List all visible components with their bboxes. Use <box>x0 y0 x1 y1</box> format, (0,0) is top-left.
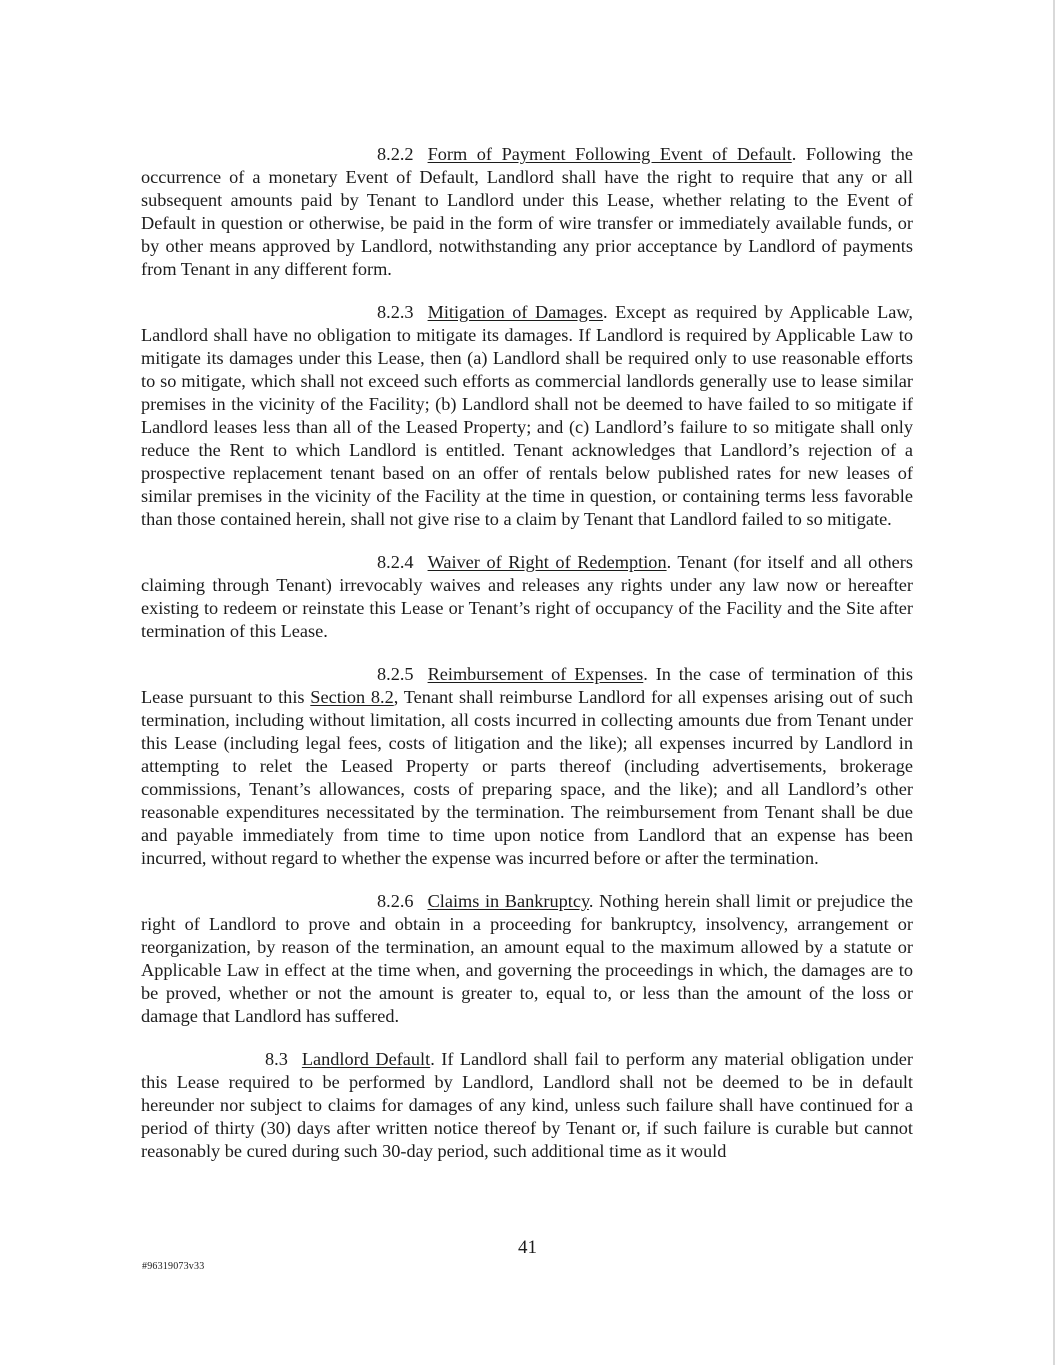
section-heading: Landlord Default <box>301 1049 431 1069</box>
section-number: 8.2.3 <box>377 302 414 322</box>
section-text: . Tenant (for itself and all others claiming through Tenant) irrevocably waives and releases any rights under any law now or hereafter existing to redeem or reinstate this Lease or Tenant’s right of occupancy of the Facility and the Site after termination of this Lease. <box>141 552 913 641</box>
section-heading: Claims in Bankruptcy <box>427 891 589 911</box>
document-id: #96319073v33 <box>142 1261 205 1272</box>
paragraph-8-2-5 <box>141 663 913 870</box>
paragraph-8-3 <box>141 1048 913 1163</box>
section-number: 8.2.6 <box>377 891 414 911</box>
section-number: 8.2.4 <box>377 552 414 572</box>
section-reference-link[interactable]: Section 8.2 <box>310 687 394 707</box>
page-number: 41 <box>518 1237 537 1258</box>
section-text: . Nothing herein shall limit or prejudice the right of Landlord to prove and obtain in a proceeding for bankruptcy, insolvency, arrangement or reorganization, by reason of the termination, an amount equal to the maximum allowed by a statute or Applicable Law in effect at the time when, and governing the proceedings in which, the damages are to be proved, whether or not the amount is greater to, equal to, or less than the amount of the loss or damage that Landlord has suffered. <box>141 891 913 1026</box>
paragraph-8-2-3 <box>141 301 913 531</box>
paragraph-8-2-4 <box>141 551 913 643</box>
paragraph-8-2-2 <box>141 143 913 281</box>
section-text: . Except as required by Applicable Law, Landlord shall have no obligation to mitigate its damages. If Landlord is required by Applicable Law to mitigate its damages under this Lease, then (a) Landlord shall be required only to use reasonable efforts to so mitigate, which shall not exceed such efforts as commercial landlords generally use to lease similar premises in the vicinity of the Facility; (b) Landlord shall not be deemed to have failed to so mitigate if Landlord leases less than all of the Leased Property; and (c) Landlord’s failure to so mitigate shall only reduce the Rent to which Landlord is entitled. Tenant acknowledges that Landlord’s rejection of a prospective replacement tenant based on an offer of rentals below published rates for new leases of similar premises in the vicinity of the Facility at the time in question, or containing terms less favorable than those contained herein, shall not give rise to a claim by Tenant that Landlord failed to so mitigate. <box>141 302 913 529</box>
section-number: 8.2.2 <box>377 144 414 164</box>
section-text-continued: , Tenant shall reimburse Landlord for all expenses arising out of such termination, including without limitation, all costs incurred in collecting amounts due from Tenant under this Lease (including legal fees, costs of litigation and the like); all expenses incurred by Landlord in attempting to relet the Leased Property or parts thereof (including advertisements, brokerage commissions, Tenant’s allowances, costs of preparing space, and the like); and all Landlord’s other reasonable expenditures necessitated by the termination. The reimbursement from Tenant shall be due and payable immediately from time to time upon notice from Landlord that an expense has been incurred, without regard to whether the expense was incurred before or after the termination. <box>141 687 913 868</box>
section-heading: Mitigation of Damages <box>427 302 604 322</box>
page-body <box>141 143 913 1183</box>
section-number: 8.3 <box>265 1049 288 1069</box>
section-heading: Form of Payment Following Event of Default <box>427 144 792 164</box>
section-number: 8.2.5 <box>377 664 414 684</box>
section-text: . Following the occurrence of a monetary Event of Default, Landlord shall have the right to require that any or all subsequent amounts paid by Tenant to Landlord under this Lease, whether relating to the Event of Default in question or otherwise, be paid in the form of wire transfer or immediately available funds, or by other means approved by Landlord, notwithstanding any prior acceptance by Landlord of payments from Tenant in any different form. <box>141 144 913 279</box>
section-heading: Reimbursement of Expenses <box>427 664 644 684</box>
section-heading: Waiver of Right of Redemption <box>427 552 667 572</box>
section-text: . If Landlord shall fail to perform any material obligation under this Lease required to be performed by Landlord, Landlord shall not be deemed to be in default hereunder nor subject to claims for damages of any kind, unless such failure shall have continued for a period of thirty (30) days after written notice thereof by Tenant or, if such failure is curable but cannot reasonably be cured during such 30-day period, such additional time as it would <box>141 1049 913 1161</box>
section-text: . In the case of termination of this Lease pursuant to this <box>141 664 913 707</box>
paragraph-8-2-6 <box>141 890 913 1028</box>
